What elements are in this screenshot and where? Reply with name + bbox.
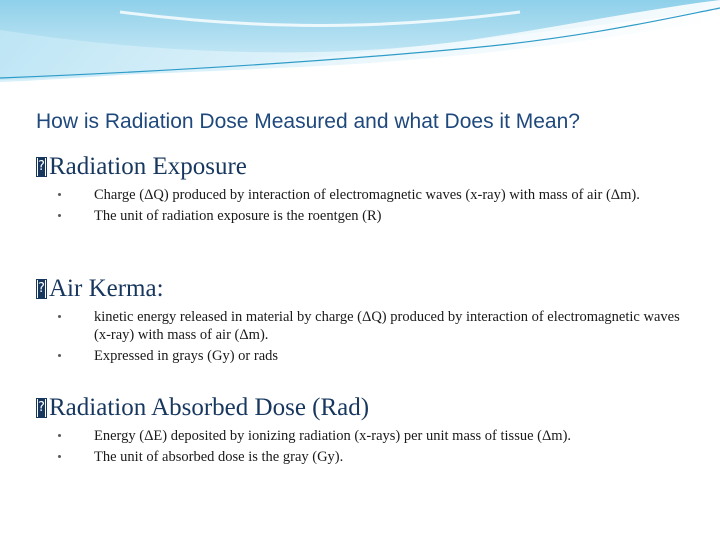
bullet-text: Energy (ΔE) deposited by ionizing radiation (x-rays) per unit mass of tissue (Δm). (94, 428, 572, 444)
bullet-text: Expressed in grays (Gy) or rads (94, 348, 279, 364)
bullet-text: kinetic energy released in material by charge (ΔQ) produced by interaction of electromagnetic waves (x-ray) with mass of air (Δm). (94, 309, 680, 343)
missing-glyph-box-icon (36, 279, 47, 299)
bullet-text: The unit of absorbed dose is the gray (Gy). (94, 449, 344, 465)
header-wave-banner (0, 0, 720, 90)
list-item (58, 347, 696, 365)
bullet-dot-icon (58, 434, 61, 437)
bullet-dot-icon (58, 315, 61, 318)
list-item (58, 427, 696, 445)
bullet-text: Charge (ΔQ) produced by interaction of electromagnetic waves (x-ray) with mass of air (Δm). (94, 187, 640, 203)
list-item (58, 308, 696, 344)
section-heading: Air Kerma: (49, 275, 164, 302)
bullet-text: The unit of radiation exposure is the roentgen (R) (94, 208, 382, 224)
missing-glyph-box-icon (36, 157, 47, 177)
list-item (58, 186, 696, 204)
section-heading: Radiation Exposure (49, 153, 247, 180)
section-air-kerma (36, 274, 696, 365)
list-item (58, 207, 696, 225)
missing-glyph-box-icon (36, 398, 47, 418)
bullet-dot-icon (58, 193, 61, 196)
slide-title: How is Radiation Dose Measured and what Does it Mean? (36, 110, 580, 133)
bullet-dot-icon (58, 455, 61, 458)
bullet-dot-icon (58, 354, 61, 357)
list-item (58, 448, 696, 466)
bullet-dot-icon (58, 214, 61, 217)
section-radiation-absorbed-dose (36, 393, 696, 466)
section-heading: Radiation Absorbed Dose (Rad) (49, 394, 370, 421)
section-radiation-exposure (36, 152, 696, 225)
